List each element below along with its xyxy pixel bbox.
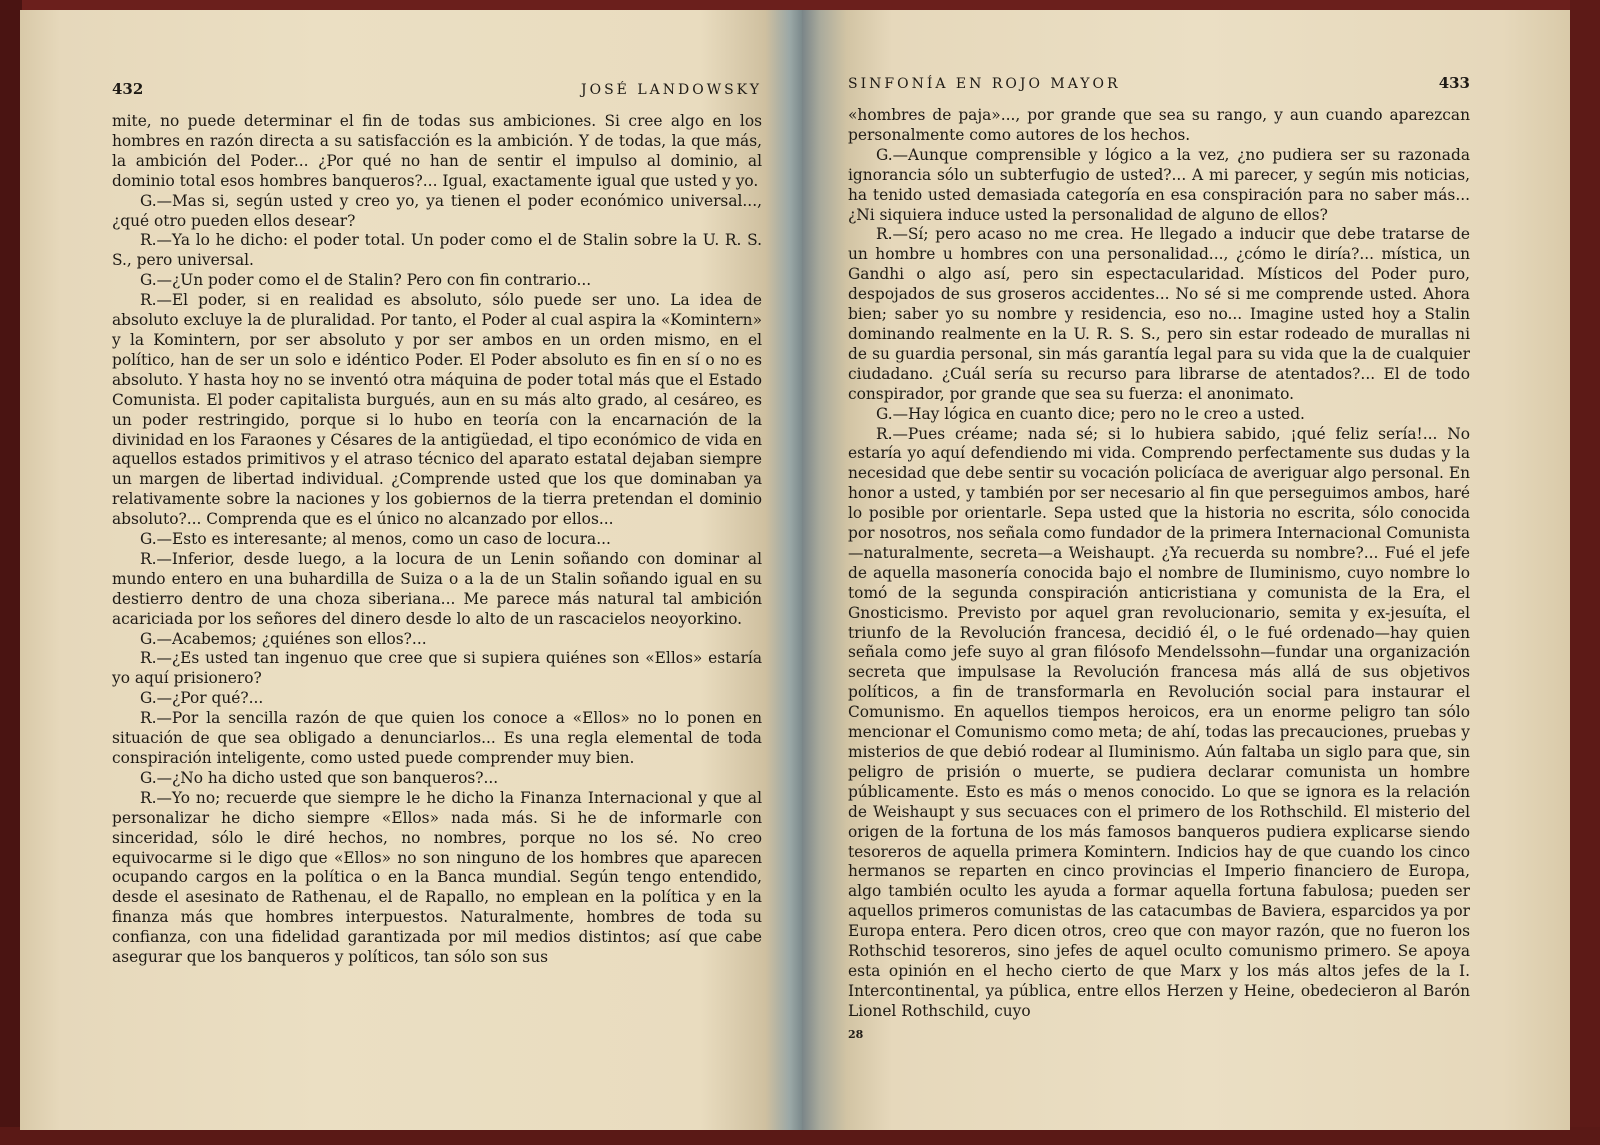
book-cover-right-edge — [1570, 0, 1600, 1145]
right-body-text — [848, 106, 1470, 1022]
paragraph: G.—Esto es interesante; al menos, como un caso de locura... — [140, 530, 611, 549]
left-header-title: JOSÉ LANDOWSKY — [580, 82, 762, 98]
right-running-head — [848, 74, 1470, 92]
paragraph: R.—Sí; pero acaso no me crea. He llegado a inducir que debe tratarse de un hombre u hombres con una personalidad..., ¿cómo le diría?... mística, un Gandhi o algo así, pero sin espectacularidad. Místicos del Poder puro, despojados de sus groseros accidentes... No sé si me comprende usted. Ahora bien; saber yo su nombre y residencia, eso no... Imagine usted hoy a Stalin dominando realmente en la U. R. S. S., pero sin estar rodeado de murallas ni de su guardia personal, sin más garantía legal para su vida que la de cualquier ciudadano. ¿Cuál sería su recurso para librarse de atentados?... El de todo conspirador, por grande que sea su fuerza: el anonimato. — [848, 225, 1470, 403]
paragraph: R.—Yo no; recuerde que siempre le he dicho la Finanza Internacional y que al personalizar he dicho siempre «Ellos» nada más. Si he de informarle con sinceridad, sólo le diré hechos, no nombres, porque no los sé. No creo equivocarme si le digo que «Ellos» no son ninguno de los hombres que aparecen ocupando cargos en la política o en la Banca mundial. Según tengo entendido, desde el asesinato de Rathenau, el de Rapallo, no emplean en la política y en la finanza más que hombres interpuestos. Naturalmente, hombres de toda su confianza, con una fidelidad garantizada por mil medios distintos; así que cabe asegurar que los banqueros y políticos, tan sólo son sus — [112, 788, 762, 967]
signature-mark: 28 — [848, 1027, 864, 1041]
right-page-number: 433 — [1438, 74, 1470, 92]
paragraph: G.—¿No ha dicho usted que son banqueros?... — [140, 768, 499, 787]
left-page — [20, 10, 802, 1130]
paragraph: R.—Inferior, desde luego, a la locura de un Lenin soñando con dominar al mundo entero en una buhardilla de Suiza o a la de un Stalin soñando igual en su destierro dentro de una choza siberiana... Me parece más natural tal ambición acariciada por los señores del dinero desde lo alto de un rascacielos neoyorkino. — [112, 549, 762, 628]
paragraph: mite, no puede determinar el fin de todas sus ambiciones. Si cree algo en los hombres en razón directa a su satisfacción es la ambición. Y de todas, la que más, la ambición del Poder... ¿Por qué no han de sentir el impulso al dominio, al dominio total esos hombres banqueros?... Igual, exactamente igual que usted y yo. — [112, 112, 762, 190]
paragraph: G.—¿Un poder como el de Stalin? Pero con fin contrario... — [140, 271, 592, 290]
paragraph: G.—Hay lógica en cuanto dice; pero no le creo a usted. — [876, 404, 1305, 423]
paragraph: R.—Ya lo he dicho: el poder total. Un poder como el de Stalin sobre la U. R. S. S., pero universal. — [112, 231, 762, 270]
paragraph: R.—¿Es usted tan ingenuo que cree que si supiera quiénes son «Ellos» estaría yo aquí prisionero? — [112, 649, 762, 688]
paragraph: G.—Aunque comprensible y lógico a la vez, ¿no pudiera ser su razonada ignorancia sólo un subterfugio de usted?... A mi parecer, y según mis noticias, ha tenido usted demasiada categoría en esa conspiración para no saber más... ¿Ni siquiera induce usted la personalidad de alguno de ellos? — [848, 145, 1470, 224]
right-header-title: SINFONÍA EN ROJO MAYOR — [848, 76, 1121, 92]
paragraph: G.—¿Por qué?... — [140, 689, 264, 708]
paragraph: R.—Por la sencilla razón de que quien los conoce a «Ellos» no lo ponen en situación de que sea obligado a denunciarlos... Es una regla elemental de toda conspiración inteligente, como usted puede comprender muy bien. — [112, 709, 762, 767]
book-cover-left-edge — [0, 0, 22, 1145]
paragraph: R.—El poder, si en realidad es absoluto, sólo puede ser uno. La idea de absoluto excluye la de pluralidad. Por tanto, el Poder al cual aspira la «Komintern» y la Komintern, por ser absoluto y por ser ambos en un orden mismo, en el político, han de ser un solo e idéntico Poder. El Poder absoluto es fin en sí o no es absoluto. Y hasta hoy no se inventó otra máquina de poder total más que el Estado Comunista. El poder capitalista burgués, aun en su más alto grado, al cesáreo, es un poder restringido, porque si lo hubo en teoría con la encarnación de la divinidad en los Faraones y Césares de la antigüedad, el tipo económico de vida en aquellos estados primitivos y el atraso técnico del aparato estatal dejaban siempre un margen de libertad individual. ¿Comprende usted que los que dominaban ya relativamente sobre la naciones y los gobiernos de la tierra pretendan el dominio absoluto?... Comprenda que es el único no alcanzado por ellos... — [112, 291, 762, 529]
paragraph: G.—Mas si, según usted y creo yo, ya tienen el poder económico universal..., ¿qué otro pueden ellos desear? — [112, 191, 762, 230]
left-page-number: 432 — [112, 80, 144, 98]
left-running-head — [112, 80, 762, 98]
paragraph: G.—Acabemos; ¿quiénes son ellos?... — [140, 629, 427, 648]
paragraph: R.—Pues créame; nada sé; si lo hubiera sabido, ¡qué feliz sería!... No estaría yo aquí defendiendo mi vida. Comprendo perfectamente sus dudas y la necesidad que debe sentir su vocación policíaca de averiguar algo personal. En honor a usted, y también por ser necesario al fin que perseguimos ambos, haré lo posible por orientarle. Sepa usted que la historia no escrita, sólo conocida por nosotros, nos señala como fundador de la primera Internacional Comunista—naturalmente, secreta—a Weishaupt. ¿Ya recuerda su nombre?... Fué el jefe de aquella masonería conocida bajo el nombre de Iluminismo, cuyo nombre lo tomó de la segunda conspiración anticristiana y comunista de la Era, el Gnosticismo. Previsto por aquel gran revolucionario, semita y ex-jesuíta, el triunfo de la Revolución francesa, decidió él, o le fué ordenado—hay quien señala como jefe suyo al gran filósofo Mendelssohn—fundar una organización secreta que impulsase la Revolución francesa más allá de sus objetivos políticos, a fin de transformarla en Revolución social para instaurar el Comunismo. En aquellos tiempos heroicos, era un enorme peligro tan sólo mencionar el Comunismo como meta; de ahí, todas las precauciones, pruebas y misterios de que debió rodear al Iluminismo. Aún faltaba un siglo para que, sin peligro de prisión o muerte, se pudiera declarar comunista un hombre públicamente. Esto es más o menos conocido. Lo que se ignora es la relación de Weishaupt y sus secuaces con el primero de los Rothschild. El misterio del origen de la fortuna de los más famosos banqueros pudiera explicarse siendo tesoreros de aquella primera Komintern. Indicios hay de que cuando los cinco hermanos se reparten en cinco provincias el Imperio financiero de Europa, algo también oculto les ayuda a formar aquella fortuna fabulosa; pueden ser aquellos primeros comunistas de las catacumbas de Baviera, esparcidos ya por Europa entera. Pero dicen otros, creo que con mayor razón, que no fueron los Rothschid tesoreros, sino jefes de aquel oculto comunismo primero. Se apoya esta opinión en el hecho cierto de que Marx y los más altos jefes de la I. Intercontinental, ya pública, entre ellos Herzen y Heine, obedecieron al Barón Lionel Rothschild, cuyo — [848, 424, 1470, 1020]
paragraph: «hombres de paja»..., por grande que sea su rango, y aun cuando aparezcan personalmente como autores de los hechos. — [848, 106, 1470, 144]
left-body-text — [112, 112, 762, 968]
right-page — [802, 10, 1570, 1130]
